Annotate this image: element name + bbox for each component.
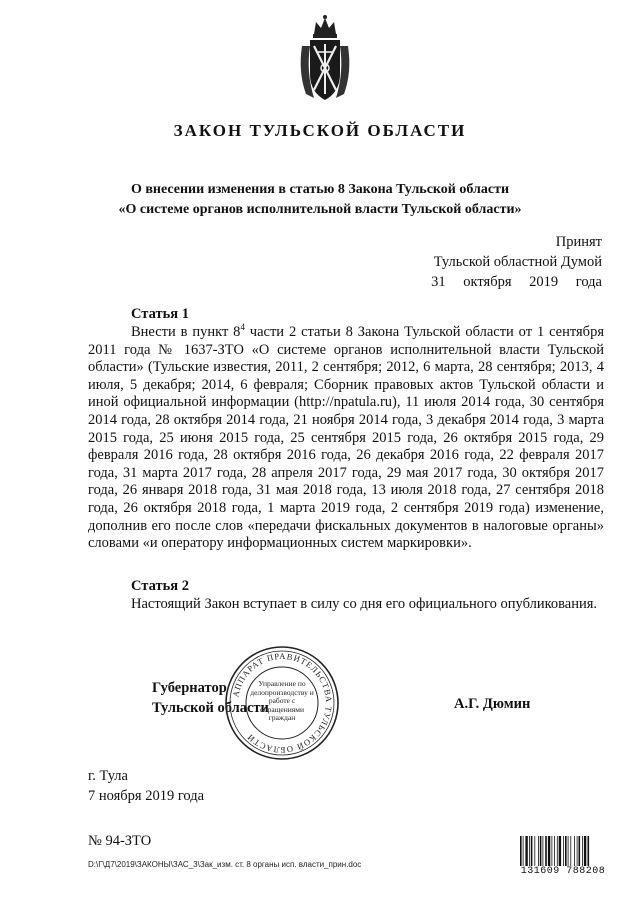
place-and-date (88, 766, 204, 806)
article-1-text (88, 324, 604, 553)
subtitle-line-2: «О системе органов исполнительной власти Тульской области» (118, 202, 522, 217)
law-number: № 94-ЗТО (88, 833, 152, 849)
official-stamp-icon (223, 644, 341, 762)
signature-position-line-2: Тульской области (152, 700, 269, 716)
article-1-text-start: Внести в пункт 8 (131, 324, 241, 340)
adopted-label: Принят (555, 234, 602, 250)
barcode-digits: 131609 788208 (517, 866, 609, 877)
document-subtitle (0, 180, 640, 220)
document-title: ЗАКОН ТУЛЬСКОЙ ОБЛАСТИ (173, 121, 467, 140)
stamp-ring-text: АППАРАТ ПРАВИТЕЛЬСТВА ТУЛЬСКОЙ ОБЛАСТИ (230, 650, 335, 756)
stamp-center-text: Управление по делопроизводству и работе с обращениями граждан (250, 680, 314, 722)
subtitle-line-1: О внесении изменения в статью 8 Закона Тульской области (130, 182, 510, 197)
paragraph-superscript: 4 (240, 322, 245, 333)
signer-name: А.Г. Дюмин (454, 696, 531, 712)
article-1-heading: Статья 1 (131, 306, 189, 322)
article-1-text-rest: части 2 статьи 8 Закона Тульской области от 1 сентября 2011 года № 1637-ЗТО «О системе органов исполнительной власти Тульской области» (Тульские известия, 2011, 2 сентября; 2012, 6 марта, 28 сентября; 2013, 4 июля, 5 декабря; 2014, 6 февраля; Сборник правовых актов Тульской области и иной официальной информации (http://npatula.ru), 11 июля 2014 года, 30 сентября 2014 года, 28 октября 2014 года, 21 ноября 2014 года, 3 декабря 2014 года, 3 марта 2015 года, 25 июня 2015 года, 25 сентября 2015 года, 26 октября 2015 года, 29 февраля 2016 года, 28 октября 2016 года, 26 декабря 2016 года, 22 февраля 2017 года, 31 марта 2017 года, 28 апреля 2017 года, 29 мая 2017 года, 30 октября 2017 года, 26 января 2018 года, 31 мая 2018 года, 13 июля 2018 года, 27 сентября 2018 года, 26 октября 2018 года, 1 марта 2019 года, 2 сентября 2019 года) изменение, дополнив его после слов «передачи фискальных документов в налоговые органы» словами «и оператору информационных систем маркировки». (88, 324, 604, 552)
adopted-date: 31 октября 2019 года (431, 274, 602, 290)
file-path: D:\Г\Д7\2019\ЗАКОНЫ\ЗАС_3\Зак_изм. ст. 8 органы исп. власти_прин.doc (88, 860, 362, 869)
article-2-heading: Статья 2 (131, 578, 189, 594)
signature-position-line-1: Губернатор (152, 680, 227, 696)
tula-coat-of-arms-icon (296, 12, 354, 104)
adoption-block (431, 232, 602, 292)
adopted-by: Тульской областной Думой (433, 254, 602, 270)
signing-date: 7 ноября 2019 года (88, 788, 205, 804)
city: г. Тула (88, 768, 128, 784)
article-2-text: Настоящий Закон вступает в силу со дня его официального опубликования. (131, 596, 598, 612)
